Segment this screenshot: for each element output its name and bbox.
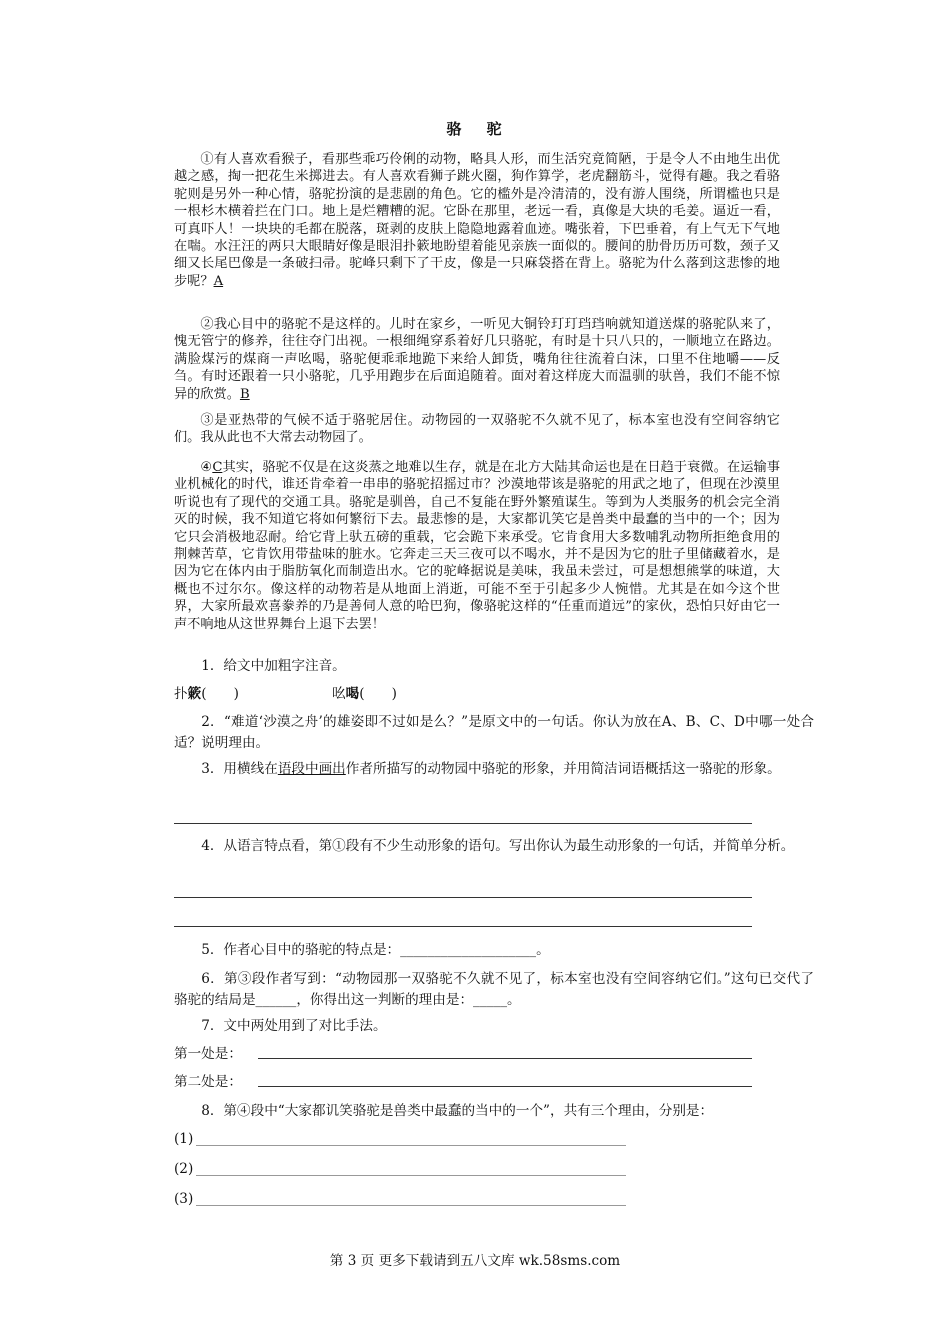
q1-item-a bbox=[174, 684, 239, 704]
insert-mark-c: C bbox=[212, 460, 223, 475]
question-3-underlined: 语段中画出 bbox=[277, 761, 346, 777]
q7-first-label: 第一处是： bbox=[174, 1046, 242, 1062]
answer-line-q7-2[interactable] bbox=[258, 1086, 752, 1087]
answer-line-q7-1[interactable] bbox=[258, 1058, 752, 1059]
q8-item-2-label: (2) bbox=[174, 1161, 194, 1177]
paragraph-2-text: ②我心目中的骆驼不是这样的。儿时在家乡，一听见大铜铃玎玎珰珰响就知道送煤的骆驼队来了，愧无管宁的修养，往往夺门出视。一根细绳穿系着好几只骆驼，有时是十只八只的，一顺地立在路边。满脸煤污的煤商一声吆喝，骆驼便乖乖地跪下来给人卸货，嘴角往往流着白沫，口里不住地嚼——反刍。有时还跟着一只小骆驼，几乎用跑步在后面追随着。面对着这样庞大而温驯的驮兽，我们不能不惊异的欣赏。 bbox=[174, 317, 780, 402]
question-5: 5．作者心目中的骆驼的特点是：____________________。 bbox=[201, 942, 550, 958]
q1-item-a-bold: 簌 bbox=[187, 686, 202, 702]
question-3 bbox=[174, 759, 814, 780]
q8-item-3-label: (3) bbox=[174, 1191, 194, 1207]
question-4: 4．从语言特点看，第①段有不少生动形象的语句。写出你认为最生动形象的一句话，并简单分析。 bbox=[201, 838, 795, 854]
question-3-pre: 3．用横线在 bbox=[201, 761, 278, 777]
page-footer: 第 3 页 更多下载请到五八文库 wk.58sms.com bbox=[329, 1253, 621, 1269]
question-6: 6．第③段作者写到：“动物园那一双骆驼不久就不见了，标本室也没有空间容纳它们。”这句已交代了骆驼的结局是______，你得出这一判断的理由是：_____。 bbox=[174, 971, 814, 1008]
document-title bbox=[0, 118, 950, 139]
q1-item-b-blank: ( ) bbox=[359, 686, 397, 702]
q1-item-b-char: 吆 bbox=[332, 686, 346, 702]
paragraph-4-number: ④ bbox=[200, 460, 213, 475]
q8-item-1-label: (1) bbox=[174, 1131, 194, 1147]
answer-line-q3[interactable] bbox=[174, 823, 752, 824]
question-3-post: 作者所描写的动物园中骆驼的形象，并用简洁词语概括这一骆驼的形象。 bbox=[345, 761, 781, 777]
paragraph-1 bbox=[174, 151, 780, 290]
insert-mark-b: B bbox=[239, 386, 250, 402]
q1-item-b bbox=[332, 684, 397, 704]
answer-line-q8-2[interactable] bbox=[196, 1175, 626, 1176]
question-7: 7．文中两处用到了对比手法。 bbox=[201, 1018, 387, 1034]
insert-mark-a: A bbox=[213, 273, 224, 289]
paragraph-1-text: ①有人喜欢看猴子，看那些乖巧伶俐的动物，略具人形，而生活究竟简陋，于是令人不由地生出优越之感，掏一把花生米掷进去。有人喜欢看狮子跳火圈，狗作算学，老虎翻筋斗，觉得有趣。我之看骆驼则是另外一种心情，骆驼扮演的是悲剧的角色。它的槛外是冷清清的，没有游人围绕，所谓槛也只是一根杉木横着拦在门口。地上是烂糟糟的泥。它卧在那里，老远一看，真像是大块的毛姜。逼近一看，可真吓人！一块块的毛都在脱落，斑剥的皮肤上隐隐地露着血迹。嘴张着，下巴垂着，有上气无下气地在喘。水汪汪的两只大眼睛好像是眼泪扑簌地盼望着能见亲族一面似的。腰间的肋骨历历可数，颈子又细又长尾巴像是一条破扫帚。驼峰只剩下了干皮，像是一只麻袋搭在背上。骆驼为什么落到这悲惨的地步呢？ bbox=[174, 152, 780, 289]
q1-item-a-blank: ( ) bbox=[201, 686, 239, 702]
question-8: 8．第④段中“大家都讥笑骆驼是兽类中最蠢的当中的一个”，共有三个理由，分别是： bbox=[201, 1103, 714, 1119]
paragraph-3 bbox=[174, 412, 780, 447]
paragraph-4 bbox=[174, 459, 780, 633]
q1-item-b-bold: 喝 bbox=[345, 686, 360, 702]
q1-item-a-char: 扑 bbox=[174, 686, 188, 702]
q7-second-label: 第二处是： bbox=[174, 1074, 242, 1090]
answer-line-q8-1[interactable] bbox=[196, 1145, 626, 1146]
paragraph-2 bbox=[174, 316, 780, 403]
title-char-1: 骆 bbox=[446, 120, 464, 138]
question-1: 1．给文中加粗字注音。 bbox=[201, 658, 346, 674]
answer-line-q4-2[interactable] bbox=[174, 926, 752, 927]
answer-line-q4-1[interactable] bbox=[174, 897, 752, 898]
question-2: 2．“难道‘沙漠之舟’的雄姿即不过如是么？”是原文中的一句话。你认为放在A、B、C、D中哪一处合适？说明理由。 bbox=[174, 714, 814, 751]
paragraph-4-text: 其实，骆驼不仅是在这炎蒸之地难以生存，就是在北方大陆其命运也是在日趋于衰微。在运输事业机械化的时代，谁还肯牵着一串串的骆驼招摇过市？沙漠地带该是骆驼的用武之地了，但现在沙漠里听说也有了现代的交通工具。骆驼是驯兽，自己不复能在野外繁殖谋生。等到为人类服务的机会完全消灭的时候，我不知道它将如何繁衍下去。最悲惨的是，大家都讥笑它是兽类中最蠢的当中的一个；因为它只会消极地忍耐。给它背上驮五磅的重载，它会跪下来承受。它肯食用大多数哺乳动物所拒绝食用的荆棘苦草，它肯饮用带盐味的脏水。它奔走三天三夜可以不喝水，并不是因为它的肚子里储藏着水，是因为它在体内由于脂肪氧化而制造出水。它的驼峰据说是美味，我虽未尝过，可是想想熊掌的味道，大概也不过尔尔。像这样的动物若是从地面上消逝，可能不至于引起多少人惋惜。尤其是在如今这个世界，大家所最欢喜豢养的乃是善伺人意的哈巴狗，像骆驼这样的“任重而道远”的家伙，恐怕只好由它一声不响地从这世界舞台上退下去罢！ bbox=[174, 460, 781, 632]
paragraph-3-text: ③是亚热带的气候不适于骆驼居住。动物园的一双骆驼不久就不见了，标本室也没有空间容纳它们。我从此也不大常去动物园了。 bbox=[174, 413, 780, 446]
answer-line-q8-3[interactable] bbox=[196, 1205, 626, 1206]
title-char-2: 驼 bbox=[486, 120, 504, 138]
